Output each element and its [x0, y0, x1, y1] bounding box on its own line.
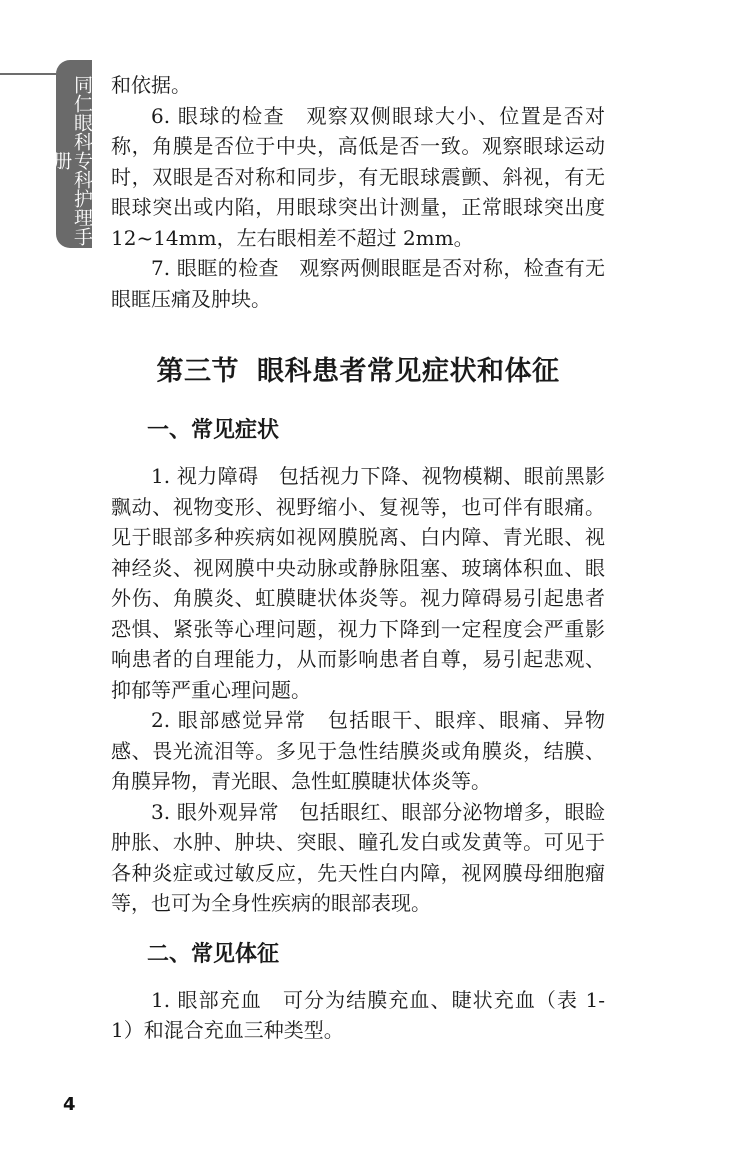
page-number: 4	[63, 1094, 76, 1115]
section-spacer-top	[111, 314, 605, 352]
sign-item-1-text: 可分为结膜充血、睫状充血（表 1-1）和混合充血三种类型。	[111, 987, 605, 1042]
exam-item-6-text: 观察双侧眼球大小、位置是否对称，角膜是否位于中央，高低是否一致。观察眼球运动时，双眼是否对称和同步，有无眼球震颤、斜视，有无眼球突出或内陷，用眼球突出计测量，正常眼球突出度 12~14mm，左右眼相差不超过 2mm。	[111, 103, 605, 250]
header-rule	[0, 73, 56, 75]
page-content	[111, 70, 605, 1046]
subheading-symptoms: 一、常见症状	[147, 418, 280, 443]
exam-item-7	[111, 253, 605, 314]
symptom-item-1-term: 1. 视力障碍	[151, 464, 259, 488]
exam-item-7-text: 观察两侧眼眶是否对称，检查有无眼眶压痛及肿块。	[111, 256, 605, 311]
exam-item-6-term: 6. 眼球的检查	[151, 103, 286, 128]
exam-item-7-term: 7. 眼眶的检查	[151, 256, 279, 280]
exam-item-6	[111, 101, 605, 254]
subheading-signs: 二、常见体征	[147, 941, 280, 967]
continued-paragraph: 和依据。	[111, 73, 191, 97]
book-title-text: 同仁眼科专科护理手册	[50, 74, 93, 246]
section-spacer-bottom	[111, 392, 605, 415]
symptom-item-2	[111, 705, 605, 797]
symptom-item-1	[111, 461, 605, 705]
sign-item-1	[111, 985, 605, 1046]
section-heading	[111, 352, 605, 392]
sign-item-1-term: 1. 眼部充血	[151, 987, 262, 1012]
subsection-spacer	[111, 919, 605, 939]
subheading-spacer	[111, 447, 605, 461]
symptom-item-3-text: 包括眼红、眼部分泌物增多，眼睑肿胀、水肿、肿块、突眼、瞳孔发白或发黄等。可见于各种炎症或过敏反应，先天性白内障，视网膜母细胞瘤等，也可为全身性疾病的眼部表现。	[111, 799, 605, 915]
book-title-tab	[50, 60, 93, 248]
symptom-item-2-text: 包括眼干、眼痒、眼痛、异物感、畏光流泪等。多见于急性结膜炎或角膜炎，结膜、角膜异物，青光眼、急性虹膜睫状体炎等。	[111, 708, 605, 793]
symptom-item-1-text: 包括视力下降、视物模糊、眼前黑影飘动、视物变形、视野缩小、复视等，也可伴有眼痛。见于眼部多种疾病如视网膜脱离、白内障、青光眼、视神经炎、视网膜中央动脉或静脉阻塞、玻璃体积血、眼外伤、角膜炎、虹膜睫状体炎等。视力障碍易引起患者恐惧、紧张等心理问题，视力下降到一定程度会严重影响患者的自理能力，从而影响患者自尊，易引起悲观、抑郁等严重心理问题。	[111, 464, 605, 702]
section-number: 第三节	[156, 356, 239, 387]
subheading-spacer	[111, 971, 605, 985]
symptom-item-3	[111, 797, 605, 919]
section-title: 眼科患者常见症状和体征	[257, 356, 560, 387]
symptom-item-3-term: 3. 眼外观异常	[151, 799, 279, 824]
symptom-item-2-term: 2. 眼部感觉异常	[151, 708, 307, 732]
